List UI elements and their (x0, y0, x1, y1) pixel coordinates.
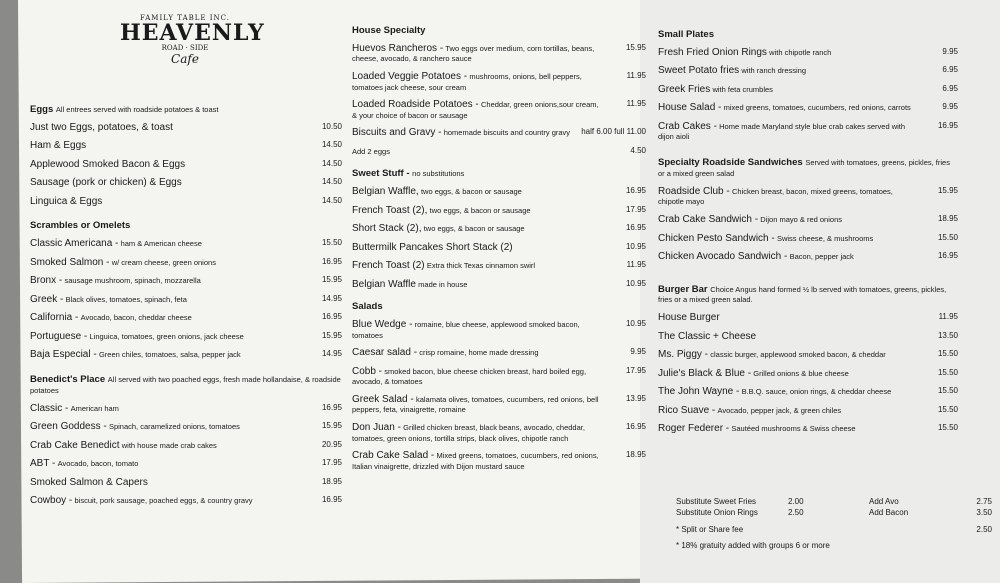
item-price: 11.95 (938, 312, 958, 322)
menu-item (658, 423, 958, 435)
menu-item (658, 65, 958, 77)
item-name: ABT - (30, 458, 56, 470)
item-name: Sweet Potato fries (658, 65, 740, 77)
addon-label: Add Bacon (869, 508, 909, 517)
item-price: 14.50 (321, 140, 342, 150)
item-price: 15.50 (937, 386, 958, 396)
item-name: Smoked Salmon - (30, 256, 110, 268)
section-description: Choice Angus hand formed ½ lb served with tomatoes, greens, pickles, fries or a mixed green salad. (658, 284, 947, 305)
item-description: Swiss cheese, & mushrooms (776, 233, 874, 243)
item-name: Roger Federer - (658, 423, 730, 435)
item-name: Biscuits and Gravy - (352, 127, 442, 139)
section-description: All entrees served with roadside potatoes & toast (55, 105, 219, 114)
menu-column-right (658, 30, 958, 442)
item-description: Green chiles, tomatoes, salsa, pepper jack (98, 350, 241, 360)
menu-item (30, 495, 342, 507)
item-name: Fresh Fried Onion Rings (658, 46, 767, 58)
item-description: Extra thick Texas cinnamon swirl (426, 261, 536, 271)
menu-section (658, 30, 958, 142)
item-price: 11.95 (626, 260, 646, 270)
item-price: 10.95 (625, 241, 646, 251)
item-price: 6.95 (942, 83, 958, 93)
menu-item (352, 99, 646, 120)
item-price: 9.95 (942, 46, 958, 56)
item-name: Ms. Piggy - (658, 349, 709, 361)
item-name: Portuguese - (30, 330, 88, 342)
menu-section (352, 169, 646, 290)
item-name: Don Juan - (352, 422, 401, 434)
item-price: 4.50 (630, 145, 646, 155)
item-description: Mixed greens, tomatoes, cucumbers, red onions, Italian vinaigrette, drizzled with Dijon mustard sauce (352, 451, 599, 471)
menu-item (658, 368, 958, 380)
item-price: 10.95 (625, 319, 646, 329)
item-description: w/ cream cheese, green onions (111, 257, 216, 267)
item-description: Spinach, caramelized onions, tomatoes (108, 422, 240, 432)
item-name: Belgian Waffle, (352, 186, 419, 198)
item-name: Classic Americana - (30, 238, 119, 250)
menu-item (30, 275, 342, 287)
item-price: 13.95 (625, 393, 646, 403)
item-description: Chicken breast, bacon, mixed greens, tomatoes, chipotle mayo (658, 186, 893, 207)
item-name: Short Stack (2), (352, 223, 422, 235)
item-description: mixed greens, tomatoes, cucumbers, red onions, carrots (723, 103, 911, 113)
item-name: French Toast (2), (352, 204, 428, 216)
item-price: 10.50 (321, 121, 342, 131)
section-title: Scrambles or Omelets (30, 220, 131, 232)
menu-item (658, 121, 958, 142)
menu-item (30, 477, 342, 489)
item-name: Just two Eggs, potatoes, & toast (30, 121, 173, 133)
item-name: Belgian Waffle (352, 278, 416, 290)
menu-item (658, 47, 958, 59)
menu-item (30, 196, 342, 208)
menu-item (352, 186, 646, 198)
item-price: 16.95 (321, 495, 342, 505)
item-name: Loaded Veggie Potatoes - (352, 71, 468, 83)
item-name: Buttermilk Pancakes Short Stack (2) (352, 241, 513, 253)
item-description: two eggs, & bacon or sausage (420, 187, 522, 197)
section-title: House Specialty (352, 25, 426, 36)
menu-item (352, 146, 646, 158)
item-price: 18.95 (625, 450, 646, 460)
section-description: Served with tomatoes, greens, pickles, fries or a mixed green salad (658, 158, 950, 178)
menu-section (352, 302, 646, 471)
section-title: Eggs All entrees served with roadside potatoes & toast (30, 104, 219, 115)
menu-item (30, 257, 342, 269)
item-price: 15.50 (937, 349, 958, 359)
item-description: romaine, blue cheese, applewood smoked bacon, tomatoes (352, 320, 580, 340)
item-description: Cheddar, green onions,sour cream, & your choice of bacon or sausage (352, 100, 599, 120)
menu-item (30, 403, 342, 415)
extra-price: 2.50 (788, 508, 804, 517)
item-name: The John Wayne - (658, 386, 740, 398)
menu-section (352, 26, 646, 157)
section-title: Sweet Stuff - no substitutions (352, 168, 465, 180)
addon-label: Add Avo (869, 497, 899, 506)
item-price: 15.95 (321, 421, 342, 431)
logo-cafe: Cafe (171, 52, 199, 66)
item-price: 15.95 (937, 185, 958, 195)
item-description: crisp romaine, home made dressing (419, 348, 539, 358)
menu-item (30, 349, 342, 361)
item-description: with ranch dressing (741, 66, 807, 76)
section-title: Specialty Roadside Sandwiches Served with tomatoes, greens, pickles, fries or a mixed green salad (658, 157, 950, 178)
menu-item (352, 422, 646, 443)
item-description: Bacon, pepper jack (789, 252, 854, 262)
note-price: 2.50 (976, 525, 992, 534)
item-name: Cobb - (352, 365, 383, 377)
menu-column-middle (352, 26, 646, 478)
item-description: Avocado, pepper jack, & green chiles (717, 405, 842, 415)
item-description: Dijon mayo & red onions (760, 215, 842, 225)
extra-label: Substitute Sweet Fries (676, 497, 757, 506)
item-name: Chicken Avocado Sandwich - (658, 251, 788, 263)
item-name: The Classic + Cheese (658, 330, 757, 342)
item-price: 9.95 (630, 347, 646, 357)
item-description: with house made crab cakes (121, 440, 217, 450)
item-price: 9.95 (942, 102, 958, 112)
extra-price: 2.00 (788, 497, 804, 506)
item-price: 15.95 (321, 275, 342, 285)
item-price: 14.95 (321, 349, 342, 359)
item-name: Classic - (30, 402, 69, 414)
item-name: Roadside Club - (658, 185, 730, 197)
item-description: Home made Maryland style blue crab cakes served with dijon aioli (658, 121, 906, 142)
item-description: Add 2 eggs (352, 146, 390, 156)
item-price: 16.95 (321, 256, 342, 266)
menu-section (30, 105, 342, 207)
item-name: Cowboy - (30, 495, 73, 507)
item-name: Ham & Eggs (30, 140, 87, 152)
item-name: Julie's Black & Blue - (658, 367, 752, 379)
logo-brand: HEAVENLY (120, 20, 265, 46)
item-price: 14.95 (321, 293, 342, 303)
item-price: 16.95 (937, 120, 958, 130)
item-name: Crab Cake Benedict (30, 439, 120, 451)
menu-item (352, 347, 646, 359)
menu-item (30, 312, 342, 324)
menu-item (30, 331, 342, 343)
item-price: 16.95 (321, 402, 342, 412)
menu-item (658, 214, 958, 226)
item-price: 14.50 (321, 177, 342, 187)
extra-row (676, 497, 992, 508)
logo-roadside: ROAD · SIDE (161, 44, 209, 52)
item-description: classic burger, applewood smoked bacon, & cheddar (710, 350, 886, 360)
menu-item (352, 205, 646, 217)
item-price: 15.50 (937, 367, 958, 377)
menu-item (352, 71, 646, 92)
item-description: Grilled chicken breast, black beans, avocado, cheddar, tomatoes, green onions, tortilla strips, black olives, chipotle ranch (352, 423, 585, 443)
item-name: Blue Wedge - (352, 319, 413, 331)
section-description: no substitutions (412, 169, 465, 179)
item-price: 16.95 (937, 251, 958, 261)
item-price: 14.50 (321, 158, 342, 168)
item-name: Baja Especial - (30, 349, 97, 361)
item-price: 15.50 (937, 423, 958, 433)
item-description: sausage mushroom, spinach, mozzarella (64, 276, 201, 286)
menu-item (352, 242, 646, 254)
menu-item (352, 279, 646, 291)
item-price: 18.95 (937, 214, 958, 224)
menu-item (352, 450, 646, 471)
menu-item (658, 312, 958, 324)
menu-item (30, 238, 342, 250)
menu-item (352, 43, 646, 64)
menu-item (30, 177, 342, 189)
item-description: Avocado, bacon, cheddar cheese (80, 313, 192, 323)
menu-item (30, 421, 342, 433)
item-description: kalamata olives, tomatoes, cucumbers, red onions, bell peppers, feta, vinaigrette, romaine (352, 394, 599, 415)
item-name: Applewood Smoked Bacon & Eggs (30, 158, 186, 170)
item-name: Green Goddess - (30, 421, 107, 433)
menu-item (658, 349, 958, 361)
item-name: Greek Fries (658, 83, 711, 95)
menu-item (352, 319, 646, 340)
addon-price: 2.75 (976, 497, 992, 506)
menu-item (658, 84, 958, 96)
menu-column-left (30, 105, 342, 514)
item-description: smoked bacon, blue cheese chicken breast, hard boiled egg, avocado, & tomatoes (352, 366, 587, 387)
item-description: ham & American cheese (120, 239, 202, 249)
item-description: with chipotle ranch (769, 47, 832, 57)
menu-item (352, 394, 646, 415)
item-description: Avocado, bacon, tomato (57, 459, 139, 469)
item-name: Loaded Roadside Potatoes - (352, 99, 479, 111)
item-description: B.B.Q. sauce, onion rings, & cheddar cheese (741, 387, 892, 397)
note-text: * 18% gratuity added with groups 6 or more (676, 541, 830, 550)
item-price: 17.95 (625, 204, 646, 214)
item-description: homemade biscuits and country gravy (443, 128, 571, 138)
item-name: House Burger (658, 312, 720, 324)
item-price: 16.95 (625, 422, 646, 432)
menu-note (676, 541, 992, 557)
menu-item (658, 251, 958, 263)
item-name: Greek Salad - (352, 393, 414, 405)
item-name: Linguica & Eggs (30, 195, 103, 207)
menu-item (658, 405, 958, 417)
item-name: Chicken Pesto Sandwich - (658, 232, 775, 244)
extra-label: Substitute Onion Rings (676, 508, 758, 517)
item-price: 14.50 (321, 195, 342, 205)
item-price: 6.95 (942, 65, 958, 75)
item-name: Sausage (pork or chicken) & Eggs (30, 177, 182, 189)
item-price: 11.95 (626, 99, 646, 109)
menu-section (658, 158, 958, 262)
menu-item (658, 386, 958, 398)
item-description: made in house (418, 279, 468, 289)
item-name: Huevos Rancheros - (352, 42, 444, 54)
item-description: with feta crumbles (712, 84, 773, 94)
item-name: Bronx - (30, 275, 63, 287)
menu-item (352, 366, 646, 387)
section-title: Small Plates (658, 29, 714, 40)
section-title: Burger Bar Choice Angus hand formed ½ lb served with tomatoes, greens, pickles, fries or a mixed green salad. (658, 283, 947, 305)
item-name: Caesar salad - (352, 347, 418, 359)
item-description: two eggs, & bacon or sausage (423, 224, 525, 234)
menu-item (658, 331, 958, 343)
menu-section (30, 221, 342, 360)
item-price: 15.50 (937, 232, 958, 242)
menu-item (30, 294, 342, 306)
section-title: Benedict's Place All served with two poached eggs, fresh made hollandaise, & roadside potatoes (30, 373, 341, 395)
item-price: 13.50 (937, 330, 958, 340)
menu-section (30, 375, 342, 507)
item-description: Black olives, tomatoes, spinach, feta (65, 294, 187, 304)
item-price: 20.95 (321, 439, 342, 449)
item-name: Crab Cake Sandwich - (658, 214, 759, 226)
item-description: biscuit, pork sausage, poached eggs, & country gravy (74, 496, 253, 506)
logo-tagline: FAMILY TABLE INC. (140, 14, 230, 22)
item-name: French Toast (2) (352, 260, 425, 272)
menu-item (658, 102, 958, 114)
item-description: mushrooms, onions, bell peppers, tomatoes jack cheese, sour cream (352, 72, 582, 92)
section-title: Salads (352, 301, 383, 313)
extra-row (676, 508, 992, 519)
menu-note (676, 525, 992, 541)
addon-price: 3.50 (976, 508, 992, 517)
menu-item (30, 458, 342, 470)
menu-item (352, 127, 646, 139)
item-price: 11.95 (626, 71, 646, 81)
item-price: 18.95 (321, 476, 342, 486)
heavenly-cafe-logo (120, 14, 265, 78)
menu-extras (676, 497, 992, 557)
item-name: Smoked Salmon & Capers (30, 476, 148, 488)
item-price: half 6.00 full 11.00 (581, 127, 646, 137)
item-price: 16.95 (625, 223, 646, 233)
item-price: 15.95 (625, 42, 646, 52)
item-description: Sautéed mushrooms & Swiss cheese (731, 424, 856, 434)
item-price: 15.95 (321, 330, 342, 340)
menu-item (30, 122, 342, 134)
menu-item (352, 260, 646, 272)
item-name: Greek - (30, 293, 64, 305)
item-price: 17.95 (321, 458, 342, 468)
item-name: Crab Cake Salad - (352, 450, 435, 462)
item-description: Grilled onions & blue cheese (753, 368, 849, 378)
item-name: House Salad - (658, 102, 722, 114)
item-name: Rico Suave - (658, 404, 716, 416)
section-description: All served with two poached eggs, fresh made hollandaise, & roadside potatoes (30, 374, 341, 395)
item-price: 17.95 (625, 365, 646, 375)
menu-item (30, 140, 342, 152)
menu-section (658, 285, 958, 435)
menu-item (30, 159, 342, 171)
item-description: two eggs, & bacon or sausage (429, 205, 531, 215)
menu-item (352, 223, 646, 235)
item-price: 16.95 (625, 186, 646, 196)
menu-item (30, 440, 342, 452)
menu-item (658, 186, 958, 207)
item-description: Linguica, tomatoes, green onions, jack cheese (89, 331, 244, 341)
item-description: Two eggs over medium, corn tortillas, beans, cheese, avocado, & ranchero sauce (352, 43, 595, 64)
item-price: 15.50 (321, 238, 342, 248)
item-name: California - (30, 312, 79, 324)
menu-item (658, 233, 958, 245)
item-name: Crab Cakes - (658, 120, 717, 132)
item-price: 16.95 (321, 312, 342, 322)
note-text: * Split or Share fee (676, 525, 744, 534)
item-description: American ham (70, 403, 119, 413)
item-price: 10.95 (625, 278, 646, 288)
item-price: 15.50 (937, 404, 958, 414)
